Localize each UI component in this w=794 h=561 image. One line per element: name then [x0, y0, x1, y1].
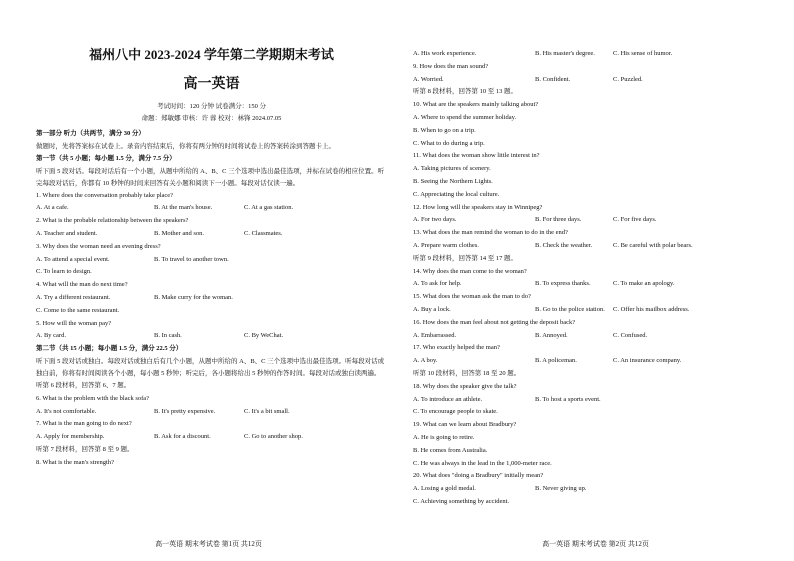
option: A. Buy a lock. [413, 305, 451, 313]
question-2: 2. What is the probable relationship between the speakers? [36, 217, 189, 225]
material-note: 听第 10 段材料，回答第 18 至 20 题。 [413, 369, 521, 377]
option: B. Go to the police station. [535, 305, 605, 313]
option: C. Achieving something by accident. [413, 497, 510, 505]
part-heading: 第一部分 听力（共两节，满分 30 分） [36, 130, 145, 137]
question-1-options [36, 202, 387, 215]
question-1: 1. Where does the conversation probably take place? [36, 191, 174, 199]
option: A. A boy. [413, 357, 438, 365]
option: A. Embarrassed. [413, 331, 457, 339]
option: C. Classmates. [244, 229, 283, 237]
question-8: 8. What is the man's strength? [36, 458, 114, 466]
question-20: 20. What does "doing a Bradbury" initially mean? [413, 472, 544, 480]
option: B. Make curry for the woman. [154, 293, 233, 301]
question-6: 6. What is the problem with the black sofa? [36, 394, 150, 402]
option: C. It's a bit small. [244, 407, 290, 415]
question-4-options [36, 292, 387, 305]
option: C. Appreciating the local culture. [413, 190, 500, 198]
question-2-options [36, 228, 387, 241]
question-8-options [413, 48, 774, 61]
option: A. Apply for membership. [36, 433, 105, 441]
option: C. An insurance company. [613, 357, 682, 365]
question-9: 9. How does the man sound? [413, 62, 489, 70]
option: B. To host a sports event. [535, 395, 601, 403]
option: B. Confident. [535, 75, 571, 83]
option: A. Losing a gold medal. [413, 485, 476, 493]
question-15-options [413, 304, 774, 317]
option: A. Prepare warm clothes. [413, 241, 479, 249]
option: C. Confused. [613, 331, 648, 339]
option: B. Ask for a discount. [154, 433, 211, 441]
option: B. Never giving up. [535, 485, 587, 493]
material-note: 听第 6 段材料，回答第 6、7 题。 [36, 381, 131, 389]
option: A. By card. [36, 332, 66, 340]
question-10: 10. What are the speakers mainly talking about? [413, 101, 539, 109]
question-7-options [36, 431, 387, 444]
option: C. For five days. [613, 216, 657, 224]
option: C. Come to the same restaurant. [36, 306, 120, 314]
exam-title: 福州八中 2023-2024 学年第二学期期末考试 [89, 47, 334, 62]
option: C. He was always in the lead in the 1,000-meter race. [413, 459, 552, 467]
option: C. His sense of humor. [613, 50, 673, 57]
material-note: 听第 9 段材料，回答第 14 至 17 题。 [413, 254, 517, 262]
exam-page-2 [397, 0, 794, 561]
option: C. Go to another shop. [244, 433, 303, 441]
option: A. To attend a special event. [36, 255, 110, 263]
option: C. Puzzled. [613, 75, 643, 83]
question-17-options [413, 355, 774, 368]
question-16-options [413, 330, 774, 343]
option: C. What to do during a trip. [413, 139, 485, 147]
exam-time-score: 考试时间：120 分钟 试卷满分：150 分 [157, 103, 266, 110]
option: B. Annoyed. [535, 331, 568, 339]
option: A. To introduce an athlete. [413, 395, 483, 403]
question-19: 19. What can we learn about Bradbury? [413, 421, 517, 429]
option: B. A policeman. [535, 357, 577, 365]
option: A. At a cafe. [36, 204, 69, 212]
option: B. He comes from Australia. [413, 446, 488, 454]
option: B. His master's degree. [535, 50, 595, 57]
option: B. Mother and son. [154, 229, 205, 237]
option: A. Where to spend the summer holiday. [413, 113, 517, 121]
option: A. His work experience. [413, 50, 477, 57]
question-14: 14. Why does the man come to the woman? [413, 267, 527, 275]
option: A. It's not comfortable. [36, 407, 97, 415]
question-18: 18. Why does the speaker give the talk? [413, 382, 517, 390]
option: C. To learn to design. [36, 268, 92, 276]
question-12-options [413, 214, 774, 227]
section-instructions: 听下面 5 段对话或独白。每段对话或独白后有几个小题，从题中所给的 A、B、C 三个选项中选出最佳选项。听每段对话或独白前，你将有时间阅读各个小题，每小题 5 秒钟；听完后，各小题将给出 5 秒钟的作答时间。每段对话或独白读两遍。 [36, 357, 385, 377]
option: A. He is going to retire. [413, 433, 475, 441]
option: B. To express thanks. [535, 280, 591, 288]
option: C. Offer his mailbox address. [613, 305, 690, 313]
question-9-options [413, 74, 774, 87]
option: A. To ask for help. [413, 280, 462, 288]
section-instructions: 听下面 5 段对话。每段对话后有一个小题，从题中所给的 A、B、C 三个选项中选出最佳选项，并标在试卷的相应位置。听完每段对话后，你都有 10 秒钟的时间来回答有关小题和阅读下一小题。每段对话仅读一遍。 [36, 167, 385, 187]
material-note: 听第 8 段材料，回答第 10 至 13 题。 [413, 88, 517, 96]
section-heading: 第二节（共 15 小题；每小题 1.5 分，满分 22.5 分） [36, 345, 183, 353]
question-4: 4. What will the man do next time? [36, 281, 128, 289]
option: B. When to go on a trip. [413, 126, 476, 134]
question-18-options [413, 394, 774, 407]
section-heading: 第一节（共 5 小题；每小题 1.5 分，满分 7.5 分） [36, 154, 176, 162]
material-note: 听第 7 段材料，回答第 8 至 9 题。 [36, 445, 134, 453]
option: B. Check the weather. [535, 241, 593, 249]
question-17: 17. Who exactly helped the man? [413, 344, 500, 352]
question-13: 13. What does the man remind the woman to do in the end? [413, 229, 568, 237]
question-5-options [36, 330, 387, 343]
option: C. To make an apology. [613, 280, 675, 288]
page-footer: 高一英语 期末考试卷 第1页 共12页 [155, 540, 262, 548]
exam-subject: 高一英语 [183, 77, 240, 92]
option: B. In cash. [154, 332, 182, 340]
question-6-options [36, 406, 387, 419]
option: C. To encourage people to skate. [413, 408, 498, 416]
exam-authors: 命题：郑敏娜 审核：许 蓉 校对：林锋 2024.07.05 [141, 115, 282, 122]
option: A. For two days. [413, 216, 457, 224]
question-3: 3. Why does the woman need an evening dress? [36, 242, 161, 250]
option: C. Be careful with polar bears. [613, 241, 693, 249]
option: A. Try a different restaurant. [36, 293, 111, 301]
question-15: 15. What does the woman ask the man to do? [413, 293, 531, 301]
option: B. It's pretty expensive. [154, 407, 216, 415]
option: A. Worried. [413, 75, 444, 83]
question-20-options [413, 483, 774, 496]
part-instructions: 做题时，先将答案标在试卷上。录音内容结束后，你将有两分钟的时间将试卷上的答案转涂到答题卡上。 [36, 142, 335, 150]
page-footer: 高一英语 期末考试卷 第2页 共12页 [542, 540, 649, 548]
option: B. At the man's house. [154, 204, 213, 212]
question-5: 5. How will the woman pay? [36, 319, 112, 327]
option: C. By WeChat. [244, 332, 284, 340]
option: C. At a gas station. [244, 204, 294, 212]
question-7: 7. What is the man going to do next? [36, 420, 132, 428]
option: B. Seeing the Northern Lights. [413, 177, 493, 185]
option: A. Taking pictures of scenery. [413, 165, 491, 173]
question-13-options [413, 240, 774, 253]
question-12: 12. How long will the speakers stay in Winnipeg? [413, 203, 543, 211]
option: B. For three days. [535, 216, 582, 224]
question-3-options [36, 254, 387, 267]
option: A. Teacher and student. [36, 229, 98, 237]
question-11: 11. What does the woman show little interest in? [413, 152, 540, 160]
question-16: 16. How does the man feel about not getting the deposit back? [413, 318, 576, 326]
option: B. To travel to another town. [154, 255, 229, 263]
question-14-options [413, 278, 774, 291]
